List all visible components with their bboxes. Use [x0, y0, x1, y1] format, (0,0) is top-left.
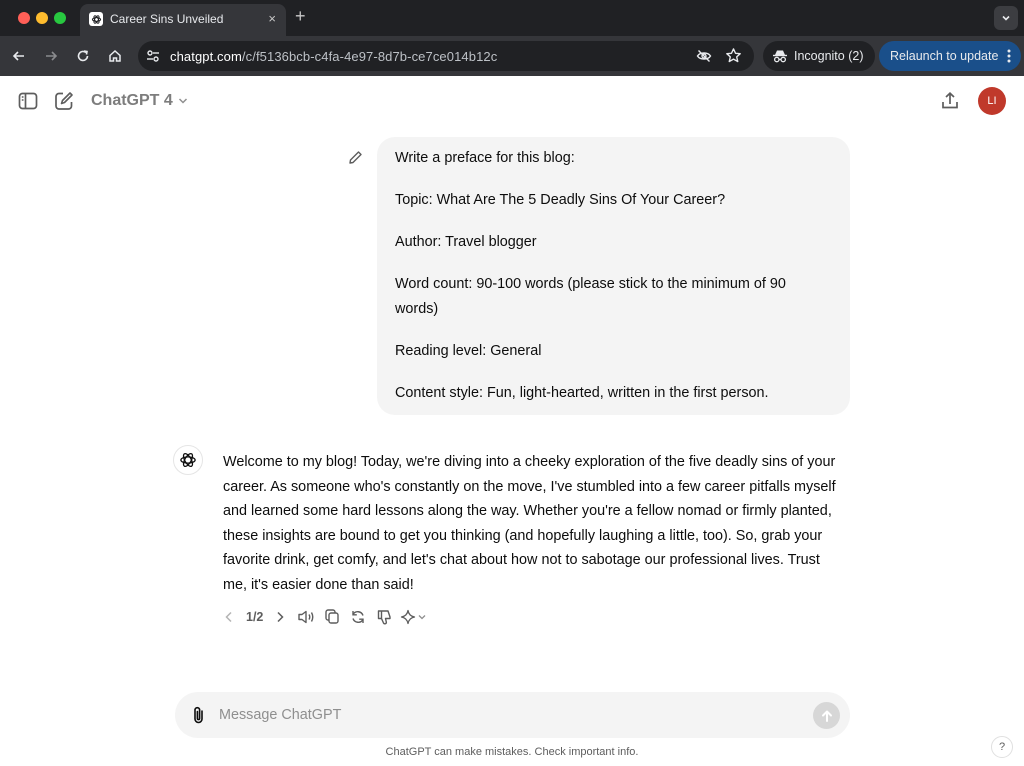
tab-search-button[interactable] — [994, 6, 1018, 30]
next-response-icon[interactable] — [273, 607, 287, 627]
response-pager: 1/2 — [246, 610, 264, 624]
address-bar[interactable] — [138, 41, 754, 71]
relaunch-label: Relaunch to update — [890, 49, 999, 63]
eye-slash-icon[interactable] — [696, 48, 712, 64]
arrow-right-icon — [44, 49, 58, 63]
back-button[interactable] — [8, 45, 30, 67]
more-vertical-icon[interactable] — [1007, 48, 1011, 64]
compose-icon[interactable] — [53, 90, 75, 112]
reload-icon — [76, 49, 90, 63]
disclaimer-text: ChatGPT can make mistakes. Check important info. — [385, 746, 639, 758]
relaunch-button[interactable] — [879, 41, 1021, 71]
assistant-message-line: Welcome to my blog! Today, we're diving into a cheeky exploration of the five deadly sins of your — [223, 454, 836, 470]
reload-button[interactable] — [72, 45, 94, 67]
thumbs-down-icon[interactable] — [375, 607, 393, 627]
browser-tab[interactable] — [80, 4, 286, 36]
assistant-message-line: these insights are bound to get you thinking (and hopefully laughing a little, too). So, grab your — [223, 528, 823, 544]
user-message-line: Reading level: General — [395, 343, 542, 359]
forward-button[interactable] — [40, 45, 62, 67]
user-message-line: Topic: What Are The 5 Deadly Sins Of Your Career? — [395, 192, 726, 208]
url-domain: chatgpt.com — [170, 49, 242, 64]
minimize-window-button[interactable] — [36, 12, 48, 24]
model-selector[interactable]: ChatGPT 4 — [91, 92, 173, 109]
copy-icon[interactable] — [323, 607, 341, 627]
user-message-bubble — [377, 137, 850, 415]
incognito-icon — [772, 48, 788, 64]
url-text[interactable] — [170, 49, 497, 64]
previous-response-icon[interactable] — [222, 607, 236, 627]
maximize-window-button[interactable] — [54, 12, 66, 24]
url-path: /c/f5136bcb-c4fa-4e97-8d7b-ce7ce014b12c — [241, 49, 498, 64]
tab-bar — [0, 0, 1024, 36]
close-window-button[interactable] — [18, 12, 30, 24]
assistant-message-line: favorite drink, get comfy, and let's chat about how not to sabotage our professional lives. Trust — [223, 552, 820, 568]
assistant-message-line: me, it's easier done than said! — [223, 577, 414, 593]
site-settings-icon[interactable] — [145, 48, 161, 64]
chatgpt-logo-icon — [173, 445, 203, 475]
chatgpt-favicon-icon — [89, 12, 103, 26]
assistant-message-line: career. As someone who's constantly on the move, I've stumbled into a few career pitfalls myself — [223, 479, 836, 495]
help-button[interactable]: ? — [991, 736, 1013, 758]
message-composer — [175, 692, 850, 738]
incognito-button[interactable] — [763, 41, 875, 71]
chevron-down-icon[interactable] — [178, 97, 188, 105]
pencil-icon[interactable] — [348, 150, 363, 165]
tab-close-icon[interactable]: × — [268, 11, 276, 26]
user-message-line: Content style: Fun, light-hearted, written in the first person. — [395, 385, 769, 401]
user-message-line: Author: Travel blogger — [395, 234, 537, 250]
home-icon — [108, 49, 122, 63]
user-message-line: Word count: 90-100 words (please stick to the minimum of 90 — [395, 276, 786, 292]
sidebar-icon[interactable] — [17, 90, 39, 112]
user-message-line: Write a preface for this blog: — [395, 150, 575, 166]
bookmark-star-icon[interactable] — [725, 47, 742, 64]
speaker-icon[interactable] — [297, 607, 315, 627]
sparkle-icon[interactable] — [400, 607, 430, 627]
arrow-left-icon — [12, 49, 26, 63]
assistant-message-line: and learned some hard lessons along the way. Whether you're a fellow nomad or firmly planted, — [223, 503, 832, 519]
new-tab-button[interactable]: + — [295, 6, 306, 26]
refresh-icon[interactable] — [349, 607, 367, 627]
chat-page — [0, 76, 1024, 766]
arrow-up-icon — [820, 709, 834, 723]
tab-title: Career Sins Unveiled — [110, 12, 224, 26]
home-button[interactable] — [104, 45, 126, 67]
browser-toolbar — [0, 36, 1024, 76]
avatar[interactable]: LI — [978, 87, 1006, 115]
send-button[interactable] — [813, 702, 840, 729]
message-input[interactable] — [219, 692, 799, 738]
share-icon[interactable] — [940, 91, 960, 111]
paperclip-icon[interactable] — [191, 705, 207, 725]
user-message-line: words) — [395, 301, 439, 317]
incognito-label: Incognito (2) — [794, 49, 864, 63]
chevron-down-icon — [1001, 13, 1011, 23]
